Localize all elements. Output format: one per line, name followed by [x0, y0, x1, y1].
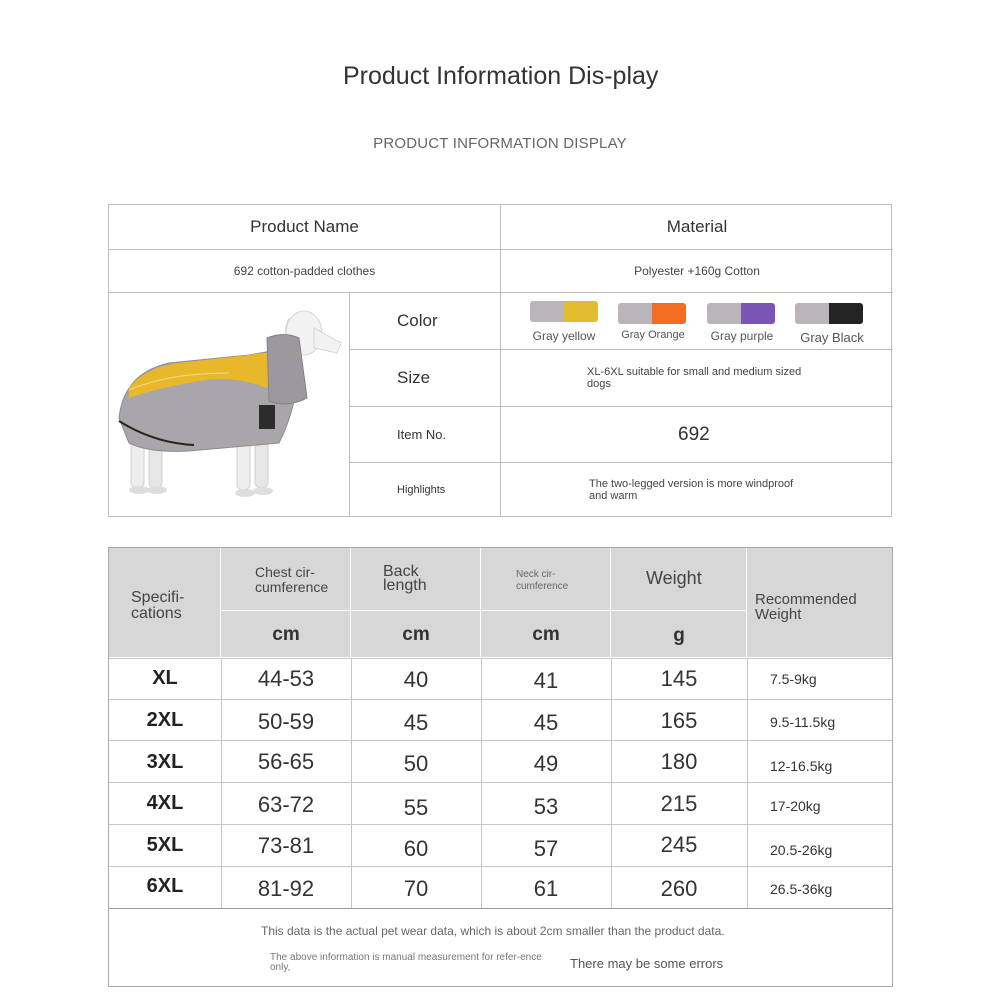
swatch-label: Gray yellow	[532, 329, 596, 343]
neck-value: 61	[533, 876, 559, 901]
size-label-4xl: 4XL	[146, 792, 184, 814]
neck-header: Neck cir-cumference	[516, 569, 569, 592]
recommended-value: 17-20kg	[770, 798, 821, 814]
back-header: Back length	[383, 563, 427, 594]
row-divider	[109, 908, 892, 909]
swatch-left	[530, 301, 564, 322]
col-divider	[481, 658, 482, 908]
size-label: Size	[350, 350, 501, 407]
neck-unit: cm	[532, 624, 560, 645]
size-label-5xl: 5XL	[146, 834, 184, 856]
row-divider	[109, 866, 892, 867]
row-divider	[109, 782, 892, 783]
item-no-value: 692	[501, 407, 893, 463]
col-divider	[221, 658, 222, 908]
swatch-left	[795, 303, 829, 324]
swatch-label: Gray Black	[800, 330, 864, 345]
back-value: 40	[403, 667, 429, 692]
size-label-3xl: 3XL	[146, 751, 184, 773]
chest-value: 50-59	[257, 709, 315, 734]
spec-header: Specifi-cations	[131, 589, 185, 622]
weight-value: 180	[660, 749, 698, 774]
chest-unit: cm	[272, 624, 300, 645]
highlights-label: Highlights	[350, 463, 501, 517]
product-name-header: Product Name	[109, 205, 501, 250]
page-title: Product Information Dis-play	[343, 62, 659, 90]
back-value: 60	[403, 836, 429, 861]
neck-value: 49	[533, 751, 559, 776]
weight-value: 165	[660, 708, 698, 733]
swatch-label: Gray purple	[710, 329, 774, 343]
back-value: 70	[403, 876, 429, 901]
swatch-gray-yellow	[530, 301, 598, 322]
weight-unit: g	[673, 625, 685, 646]
color-label: Color	[350, 293, 501, 350]
swatch-gray-orange	[618, 303, 686, 324]
recommended-value: 7.5-9kg	[770, 671, 817, 687]
size-label-xl: XL	[152, 667, 178, 689]
material-header: Material	[501, 205, 893, 250]
back-value: 55	[403, 795, 429, 820]
swatch-right	[829, 303, 863, 324]
chest-value: 44-53	[257, 666, 315, 691]
errors-note: There may be some errors	[570, 956, 724, 971]
swatch-gray-black	[795, 303, 863, 324]
manual-measurement-note: The above information is manual measurement for refer-ence only,	[270, 952, 542, 973]
chest-value: 73-81	[257, 833, 315, 858]
recommended-header: Recommended Weight	[755, 591, 857, 623]
chest-value: 56-65	[257, 749, 315, 774]
recommended-value: 20.5-26kg	[770, 842, 833, 858]
swatch-right	[741, 303, 775, 324]
weight-value: 245	[660, 832, 698, 857]
swatch-right	[652, 303, 686, 324]
size-label-6xl: 6XL	[146, 875, 184, 897]
swatch-left	[707, 303, 741, 324]
size-chart-table	[108, 547, 893, 987]
col-divider	[611, 658, 612, 908]
swatch-label: Gray Orange	[621, 329, 685, 341]
measurement-note: This data is the actual pet wear data, which is about 2cm smaller than the product data.	[261, 924, 725, 938]
recommended-value: 9.5-11.5kg	[770, 714, 836, 730]
weight-value: 145	[660, 666, 698, 691]
back-unit: cm	[402, 624, 430, 645]
weight-value: 260	[660, 876, 698, 901]
material-value: Polyester +160g Cotton	[501, 250, 893, 293]
row-divider	[109, 824, 892, 825]
col-divider	[351, 658, 352, 908]
chest-value: 63-72	[257, 792, 315, 817]
recommended-value: 26.5-36kg	[770, 881, 833, 897]
weight-header: Weight	[646, 568, 702, 588]
swatch-left	[618, 303, 652, 324]
page-subtitle: PRODUCT INFORMATION DISPLAY	[373, 135, 627, 152]
item-no-label: Item No.	[350, 407, 501, 463]
color-swatches-cell	[501, 293, 893, 350]
row-divider	[109, 740, 892, 741]
product-info-table	[108, 204, 892, 517]
recommended-value: 12-16.5kg	[770, 758, 833, 774]
neck-value: 45	[533, 710, 559, 735]
back-value: 45	[403, 710, 429, 735]
weight-value: 215	[660, 791, 698, 816]
row-divider	[109, 658, 892, 659]
neck-value: 53	[533, 794, 559, 819]
col-divider	[747, 658, 748, 908]
back-value: 50	[403, 751, 429, 776]
highlights-value: The two-legged version is more windproof and warm	[589, 478, 794, 502]
dog-coat-image	[109, 293, 350, 517]
size-value: XL-6XL suitable for small and medium sized dogs	[501, 350, 893, 407]
swatch-right	[564, 301, 598, 322]
neck-value: 57	[533, 836, 559, 861]
neck-value: 41	[533, 668, 559, 693]
swatch-gray-purple	[707, 303, 775, 324]
product-name-value: 692 cotton-padded clothes	[109, 250, 501, 293]
size-label-2xl: 2XL	[146, 709, 184, 731]
chest-value: 81-92	[257, 876, 315, 901]
chest-header: Chest cir-cumference	[255, 564, 329, 595]
row-divider	[109, 699, 892, 700]
